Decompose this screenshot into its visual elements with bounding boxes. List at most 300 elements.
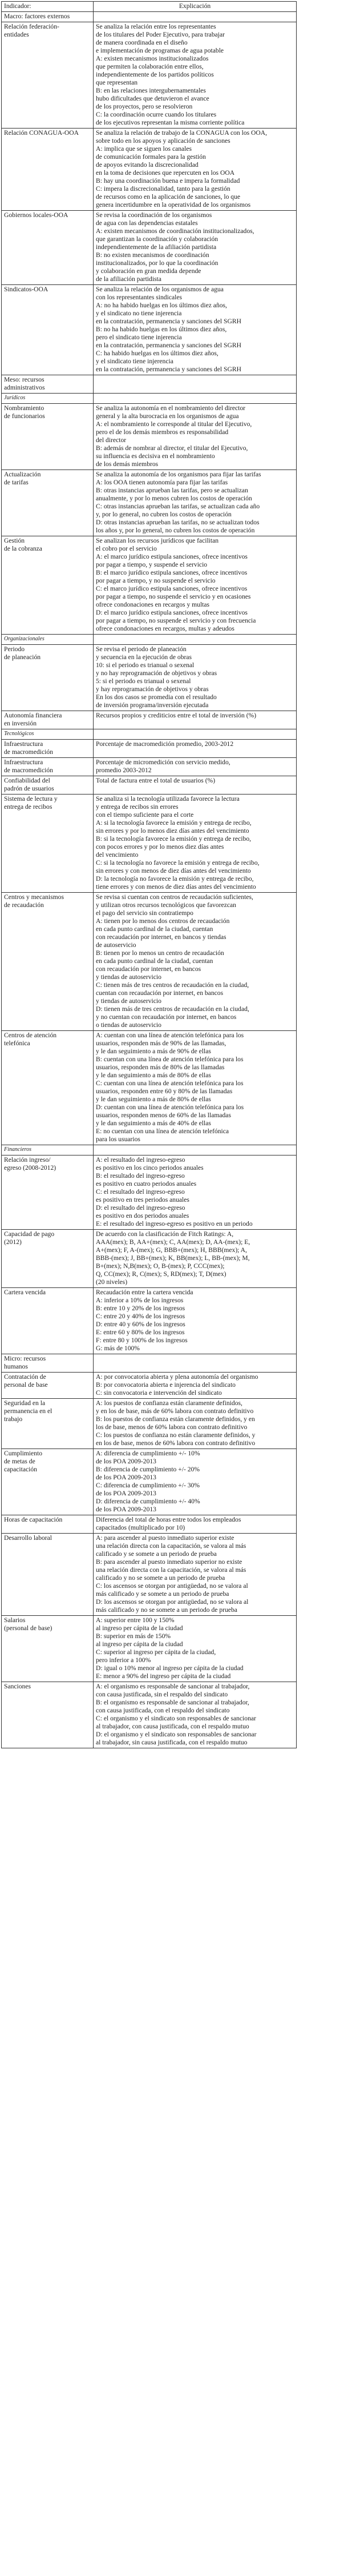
indicator-label-line: de la cobranza <box>4 545 42 552</box>
table-row <box>2 645 297 711</box>
explanation-cell <box>94 776 297 795</box>
explanation-line: y entrega de recibos sin errores <box>96 803 179 810</box>
explanation-line: A: los OOA tienen autonomía para fijar las tarifas <box>96 479 228 486</box>
explanation-line: que permiten la colaboración entre ellos, <box>96 63 204 70</box>
explanation-line: y utilizan otros recursos tecnológicos que favorezcan <box>96 901 236 909</box>
explanation-line: de manera coordinada en el diseño <box>96 39 188 46</box>
explanation-line: Se analiza la relación entre los representantes <box>96 23 216 30</box>
explanation-line: genera incertidumbre en la operatividad de los organismos <box>96 201 251 208</box>
table-row <box>2 1031 297 1145</box>
section-row <box>2 375 297 394</box>
explanation-line: que representan <box>96 79 138 86</box>
explanation-line: D: el resultado del ingreso-egreso <box>96 1204 185 1211</box>
explanation-line: e implementación de programas de agua potable <box>96 47 224 54</box>
explanation-line: y el sindicato no tiene injerencia <box>96 310 182 317</box>
explanation-cell <box>94 1354 297 1373</box>
explanation-line: A: tienen por lo menos dos centros de recaudación <box>96 917 230 925</box>
explanation-line: E: el resultado del ingreso-egreso es positivo en un periodo <box>96 1220 253 1227</box>
indicator-cell <box>2 1373 94 1399</box>
explanation-line: D: otras instancias aprueban las tarifas, no se actualizan todos <box>96 519 260 526</box>
indicator-label-line: telefónica <box>4 1040 30 1047</box>
explanation-line: D: el marco jurídico estipula sanciones, ofrece incentivos <box>96 609 248 616</box>
explanation-line: del director <box>96 436 127 444</box>
table-row <box>2 536 297 635</box>
explanation-line: con causa justificada, con el respaldo del sindicato <box>96 1707 230 1714</box>
explanation-line: independientemente de la afiliación partidista <box>96 243 217 251</box>
explanation-line: (20 niveles) <box>96 1278 128 1286</box>
explanation-line: B: el organismo es responsable de sancionar al trabajador, <box>96 1699 249 1706</box>
indicator-label-line: Centros y mecanismos <box>4 893 64 901</box>
explanation-line: D: cuentan con una línea de atención telefónica para los <box>96 1104 244 1111</box>
explanation-line: C: los ascensos se otorgan por antigüedad, no se valora al <box>96 1582 248 1590</box>
explanation-line: por pagar a tiempo, no suspende el servicio y en ocasiones <box>96 593 251 600</box>
explanation-line: de agua con las dependencias estatales <box>96 219 198 227</box>
indicator-cell <box>2 404 94 470</box>
explanation-line: B: si la tecnología favorece la emisión y entrega de recibo, <box>96 835 252 842</box>
indicator-label-line: humanos <box>4 1363 28 1370</box>
explanation-line: C: el resultado del ingreso-egreso <box>96 1188 185 1195</box>
explanation-line: C: si la tecnología no favorece la emisión y entrega de recibo, <box>96 859 260 866</box>
explanation-line: de inversión programa/inversión ejecutada <box>96 701 209 709</box>
explanation-line: de los ejecutivos representan la misma corriente política <box>96 119 245 126</box>
explanation-line: por pagar a tiempo, no suspende el servicio y con frecuencia <box>96 617 256 624</box>
explanation-line: BBB-(mex); J, BB+(mex); K, BB(mex); L, BB-(mex); M, <box>96 1254 250 1262</box>
explanation-line: A: el resultado del ingreso-egreso <box>96 1156 185 1163</box>
indicator-cell <box>2 1031 94 1145</box>
indicator-cell <box>2 1682 94 1748</box>
indicator-cell <box>2 1449 94 1515</box>
explanation-line: de los POA 2009-2013 <box>96 1490 156 1497</box>
explanation-line: B: el marco jurídico estipula sanciones, ofrece incentivos <box>96 569 248 576</box>
explanation-line: y le dan seguimiento a más de 90% de ellas <box>96 1048 211 1055</box>
explanation-line: Se analiza la autonomía en el nombramiento del director <box>96 404 246 412</box>
explanation-cell <box>94 1288 297 1354</box>
explanation-line: B: por convocatoria abierta e injerencia del sindicato <box>96 1381 236 1389</box>
explanation-line: y tiendas de autoservicio <box>96 973 161 981</box>
explanation-line: de recursos como en la aplicación de sanciones, lo que <box>96 193 241 200</box>
indicator-label-line: Tecnológicos <box>4 731 34 737</box>
explanation-line: AAA(mex); B, AA+(mex); C, AA(mex); D, AA-(mex); E, <box>96 1238 250 1246</box>
explanation-cell <box>94 285 297 375</box>
indicator-label-line: Sistema de lectura y <box>4 795 58 803</box>
indicator-label-line: Financieros <box>4 1146 31 1153</box>
indicator-label-line: Cartera vencida <box>4 1289 46 1296</box>
explanation-line: C: otras instancias aprueban las tarifas, se actualizan cada año <box>96 503 260 510</box>
explanation-line: Se analiza la relación de trabajo de la CONAGUA con los OOA, <box>96 129 268 137</box>
explanation-line: Se analiza la autonomía de los organismos para fijar las tarifas <box>96 471 261 478</box>
explanation-line: que garantizan la coordinación y colaboración <box>96 235 218 243</box>
table-row <box>2 1616 297 1682</box>
table-row <box>2 22 297 129</box>
explanation-line: C: impera la discrecionalidad, tanto para la gestión <box>96 185 230 192</box>
explanation-line: B: entre 10 y 20% de los ingresos <box>96 1305 185 1312</box>
explanation-line: C: superior al ingreso per cápita de la ciudad, <box>96 1648 216 1656</box>
indicator-label-line: Organizacionales <box>4 636 44 642</box>
explanation-line: A: implica que se siguen los canales <box>96 145 192 153</box>
indicator-label-line: Gobiernos locales-OOA <box>4 211 68 219</box>
indicator-label-line: Sindicatos-OOA <box>4 286 48 293</box>
explanation-line: E: no cuentan con una línea de atención telefónica <box>96 1127 229 1135</box>
explanation-line: es positivo en dos periodos anuales <box>96 1212 189 1219</box>
explanation-line: D: la tecnología no favorece la emisión y entrega de recibo, <box>96 875 254 882</box>
explanation-line: C: los puestos de confianza no están claramente definidos, y <box>96 1431 256 1439</box>
explanation-line: anualmente, y por lo menos cubren los costos de operación <box>96 495 252 502</box>
indicator-label-line: Infraestructura <box>4 759 43 766</box>
explanation-line: y le dan seguimiento a más de 80% de ellas <box>96 1072 211 1079</box>
indicator-label-line: Nombramiento <box>4 404 44 412</box>
explanation-line: y secuencia en la ejecución de obras <box>96 653 192 661</box>
indicator-cell <box>2 729 94 740</box>
explanation-line: con el tiempo suficiente para el corte <box>96 811 194 818</box>
explanation-line: B: en las relaciones intergubernamentales <box>96 87 206 94</box>
explanation-line: D: el organismo y el sindicato son responsables de sancionar <box>96 1731 257 1738</box>
explanation-cell <box>94 1031 297 1145</box>
explanation-line: de los proyectos, pero se resolvieron <box>96 103 193 110</box>
table-row <box>2 795 297 893</box>
subsection-row <box>2 394 297 404</box>
table-row <box>2 1449 297 1515</box>
explanation-line: de autoservicio <box>96 941 136 949</box>
explanation-line: D: diferencia de cumplimiento +/- 40% <box>96 1498 200 1505</box>
explanation-line: A: el marco jurídico estipula sanciones, ofrece incentivos <box>96 553 248 560</box>
table-row <box>2 1373 297 1399</box>
explanation-line: y hay reprogramación de objetivos y obras <box>96 685 209 693</box>
explanation-line: A: existen mecanismos de coordinación institucionalizados, <box>96 227 254 235</box>
explanation-line: en los de base, menos de 60% labora con contrato definitivo <box>96 1439 256 1447</box>
explanation-cell <box>94 1534 297 1616</box>
subsection-row <box>2 635 297 645</box>
explanation-line: A: si la tecnología favorece la emisión y entrega de recibo, <box>96 819 252 826</box>
explanation-line: sin errores y con menos de diez días antes del vencimiento <box>96 867 251 874</box>
explanation-line: C: el marco jurídico estipula sanciones, ofrece incentivos <box>96 585 248 592</box>
indicator-label-line: Sanciones <box>4 1683 31 1690</box>
indicator-label-line: de funcionarios <box>4 412 45 420</box>
explanation-line: D: entre 40 y 60% de los ingresos <box>96 1321 185 1328</box>
indicator-label-line: Macro: factores externos <box>4 13 70 20</box>
explanation-line: C: diferencia de cumplimiento +/- 30% <box>96 1482 200 1489</box>
indicator-cell <box>2 740 94 758</box>
indicator-label-line: Relación federación- <box>4 23 59 30</box>
indicator-label-line: Gestión <box>4 537 25 544</box>
explanation-line: D: los ascensos se otorgan por antigüedad, no se valora al <box>96 1598 249 1606</box>
explanation-line: Q, CC(mex); R, C(mex); S, RD(mex); T, D(mex) <box>96 1270 226 1278</box>
explanation-line: con recaudación por internet, en bancos y tiendas <box>96 933 226 941</box>
indicator-label-line: padrón de usuarios <box>4 785 54 792</box>
explanation-cell <box>94 893 297 1031</box>
indicator-cell <box>2 375 94 394</box>
explanation-line: pero inferior a 100% <box>96 1656 151 1664</box>
explanation-line: cuentan con recaudación por internet, en bancos <box>96 989 224 997</box>
indicator-cell <box>2 1155 94 1230</box>
indicator-cell <box>2 1230 94 1288</box>
indicator-cell <box>2 635 94 645</box>
indicator-label-line: Desarrollo laboral <box>4 1534 52 1542</box>
explanation-cell <box>94 375 297 394</box>
explanation-line: calificado y se somete a un periodo de prueba <box>96 1550 217 1558</box>
explanation-line: al ingreso per cápita de la ciudad <box>96 1624 183 1632</box>
explanation-cell <box>94 536 297 635</box>
table-row <box>2 1230 297 1288</box>
explanation-line: en la contratación, permanencia y sanciones del SGRH <box>96 342 241 349</box>
explanation-line: de apoyos evitando la discrecionalidad <box>96 161 199 168</box>
explanation-line: A: existen mecanismos institucionalizados <box>96 55 209 62</box>
indicator-label-line: entrega de recibos <box>4 803 52 810</box>
explanation-line: pero el de los demás miembros es responsabilidad <box>96 428 229 436</box>
indicator-label-line: Periodo <box>4 645 25 653</box>
explanation-line: por pagar a tiempo, y no suspende el servicio <box>96 577 216 584</box>
explanation-line: Se revisa la coordinación de los organismos <box>96 211 212 219</box>
indicator-label-line: Relación CONAGUA-OOA <box>4 129 79 137</box>
indicator-cell <box>2 645 94 711</box>
explanation-cell <box>94 729 297 740</box>
header-explanation: Explicación <box>94 2 297 12</box>
explanation-line: más calificado y no se somete a un periodo de prueba <box>96 1606 237 1614</box>
explanation-line: A: superior entre 100 y 150% <box>96 1616 175 1624</box>
indicator-label-line: Contratación de <box>4 1373 46 1381</box>
table-row <box>2 1399 297 1449</box>
explanation-line: A: el nombramiento le corresponde al titular del Ejecutivo, <box>96 420 252 428</box>
explanation-line: el pago del servicio sin contratiempo <box>96 909 193 917</box>
explanation-line: una relación directa con la capacitación, se valora al más <box>96 1566 246 1574</box>
indicator-cell <box>2 129 94 211</box>
indicator-label-line: capacitación <box>4 1466 37 1473</box>
explanation-line: es positivo en cuatro periodos anuales <box>96 1180 197 1187</box>
explanation-cell <box>94 1230 297 1288</box>
explanation-line: los años y, por lo general, no cubren los costos de operación <box>96 527 255 534</box>
explanation-line: Recaudación entre la cartera vencida <box>96 1289 193 1296</box>
indicator-cell <box>2 22 94 129</box>
indicator-cell <box>2 758 94 776</box>
explanation-cell <box>94 795 297 893</box>
explanation-line: con pocos errores y por lo menos diez días antes <box>96 843 224 850</box>
indicator-cell <box>2 1534 94 1616</box>
table-row <box>2 711 297 729</box>
explanation-line: A: el organismo es responsable de sancionar al trabajador, <box>96 1683 250 1690</box>
explanation-line: C: sin convocatoria e intervención del sindicato <box>96 1389 222 1397</box>
explanation-line: sobre todo en los apoyos y aplicación de sanciones <box>96 137 230 145</box>
explanation-line: B: los puestos de confianza están claramente definidos, y en <box>96 1415 255 1423</box>
explanation-cell <box>94 394 297 404</box>
explanation-line: al trabajador, sin causa justificada, con el respaldo mutuo <box>96 1739 248 1746</box>
explanation-line: usuarios, responden más de 90% de las llamadas, <box>96 1040 226 1047</box>
table-row <box>2 1515 297 1534</box>
indicator-label-line: Cumplimiento <box>4 1450 42 1457</box>
explanation-line: Diferencia del total de horas entre todos los empleados <box>96 1516 241 1523</box>
explanation-line: A+(mex); F, A-(mex); G, BBB+(mex); H, BBB(mex); A, <box>96 1246 247 1254</box>
explanation-cell <box>94 711 297 729</box>
explanation-line: B: diferencia de cumplimiento +/- 20% <box>96 1466 200 1473</box>
explanation-line: una relación directa con la capacitación, se valora al más <box>96 1542 246 1550</box>
explanation-cell <box>94 1155 297 1230</box>
section-row <box>2 1354 297 1373</box>
explanation-line: tiene errores y con menos de diez días antes del vencimiento <box>96 883 256 890</box>
indicator-label-line: Jurídicos <box>4 395 26 401</box>
explanation-line: Se analiza la relación de los organismos de agua <box>96 286 224 293</box>
explanation-line: los de base, menos de 60% labora con contrato definitivo <box>96 1423 248 1431</box>
explanation-line: en cada punto cardinal de la ciudad, cuentan <box>96 957 213 965</box>
indicator-label-line: Confiabilidad del <box>4 777 50 784</box>
indicator-label-line: Centros de atención <box>4 1032 57 1039</box>
explanation-line: B: superior en más de 150% <box>96 1632 171 1640</box>
indicator-cell <box>2 1515 94 1534</box>
explanation-line: al ingreso per cápita de la ciudad <box>96 1640 183 1648</box>
explanation-line: de los POA 2009-2013 <box>96 1506 156 1513</box>
explanation-cell <box>94 740 297 758</box>
explanation-line: al trabajador, con causa justificada, con el respaldo mutuo <box>96 1723 249 1730</box>
explanation-cell <box>94 22 297 129</box>
explanation-line: B: no existen mecanismos de coordinación <box>96 251 209 259</box>
indicator-label-line: de tarifas <box>4 479 29 486</box>
indicator-label-line: Infraestructura <box>4 740 43 748</box>
indicator-label-line: Meso: recursos <box>4 376 44 383</box>
table-row <box>2 129 297 211</box>
explanation-line: Recursos propios y crediticios entre el total de inversión (%) <box>96 712 257 719</box>
explanation-line: y no hay reprogramación de objetivos y obras <box>96 669 217 677</box>
explanation-line: C: tienen más de tres centros de recaudación en la ciudad, <box>96 981 249 989</box>
indicator-cell <box>2 795 94 893</box>
explanation-line: de los POA 2009-2013 <box>96 1474 156 1481</box>
indicator-label-line: de recaudación <box>4 901 44 909</box>
indicator-table <box>1 1 297 1748</box>
explanation-cell <box>94 404 297 470</box>
explanation-line: E: entre 60 y 80% de los ingresos <box>96 1329 185 1336</box>
explanation-line: Se revisa si cuentan con centros de recaudación suficientes, <box>96 893 253 901</box>
explanation-line: Total de factura entre el total de usuarios (%) <box>96 777 216 784</box>
indicator-cell <box>2 1145 94 1155</box>
explanation-line: C: la coordinación ocurre cuando los titulares <box>96 111 217 118</box>
explanation-line: 5: si el periodo es trianual o sexenal <box>96 677 191 685</box>
explanation-line: y colaboración en gran medida depende <box>96 267 201 275</box>
explanation-line: usuarios, responden entre 60 y 80% de las llamadas <box>96 1088 233 1095</box>
explanation-line: o tiendas de autoservicio <box>96 1021 161 1029</box>
explanation-line: y le dan seguimiento a más de 40% de ellas <box>96 1120 211 1127</box>
explanation-line: es positivo en los cinco periodos anuales <box>96 1164 204 1171</box>
explanation-line: 10: si el periodo es trianual o sexenal <box>96 661 195 669</box>
indicator-cell <box>2 470 94 536</box>
explanation-line: B: otras instancias aprueban las tarifas, pero se actualizan <box>96 487 248 494</box>
explanation-line: y en los de base, más de 60% labora con contrato definitivo <box>96 1407 254 1415</box>
indicator-label-line: Micro: recursos <box>4 1355 46 1362</box>
explanation-line: ofrece condonaciones en recargos y multas <box>96 601 210 608</box>
explanation-line: Se analiza si la tecnología utilizada favorece la lectura <box>96 795 240 803</box>
explanation-line: capacitados (multiplicado por 10) <box>96 1524 185 1531</box>
explanation-cell <box>94 129 297 211</box>
explanation-cell <box>94 1145 297 1155</box>
table-row <box>2 470 297 536</box>
explanation-line: A: para ascender al puesto inmediato superior existe <box>96 1534 234 1542</box>
indicator-label-line: en inversión <box>4 720 37 727</box>
explanation-line: G: más de 100% <box>96 1345 140 1352</box>
explanation-line: ofrece condonaciones en recargos, multas y adeudos <box>96 625 234 632</box>
indicator-cell <box>2 1354 94 1373</box>
explanation-line: usuarios, responden más de 80% de las llamadas <box>96 1064 225 1071</box>
indicator-label-line: Salarios <box>4 1616 26 1624</box>
explanation-line: Se analizan los recursos jurídicos que facilitan <box>96 537 219 544</box>
explanation-line: y el sindicato tiene injerencia <box>96 358 173 365</box>
indicator-cell <box>2 776 94 795</box>
explanation-line: A: no ha habido huelgas en los últimos diez años, <box>96 302 227 309</box>
indicator-cell <box>2 536 94 635</box>
explanation-line: calificado y no se somete a un periodo de prueba <box>96 1574 225 1582</box>
indicator-cell <box>2 1399 94 1449</box>
indicator-label-line: personal de base <box>4 1381 48 1389</box>
explanation-line: y le dan seguimiento a más de 80% de ellas <box>96 1096 211 1103</box>
explanation-line: A: cuentan con una línea de atención telefónica para los <box>96 1032 244 1039</box>
table-row <box>2 893 297 1031</box>
explanation-line: D: igual o 10% menor al ingreso per cápita de la ciudad <box>96 1664 244 1672</box>
explanation-cell <box>94 470 297 536</box>
explanation-line: E: menor a 90% del ingreso per cápita de la ciudad <box>96 1672 231 1680</box>
explanation-line: En los dos casos se promedia con el resultado <box>96 693 217 701</box>
explanation-line: con recaudación por internet, en bancos <box>96 965 201 973</box>
indicator-cell <box>2 893 94 1031</box>
table-row <box>2 211 297 285</box>
table-row <box>2 404 297 470</box>
explanation-cell <box>94 1449 297 1515</box>
explanation-line: C: entre 20 y 40% de los ingresos <box>96 1313 185 1320</box>
indicator-label-line: de macromedición <box>4 767 53 774</box>
explanation-line: del vencimiento <box>96 851 139 858</box>
explanation-line: en la contratación, permanencia y sanciones del SGRH <box>96 318 241 325</box>
indicator-label-line: trabajo <box>4 1415 23 1423</box>
indicator-label-line: de metas de <box>4 1458 35 1465</box>
explanation-line: de comunicación formales para la gestión <box>96 153 206 161</box>
explanation-line: es positivo en tres periodos anuales <box>96 1196 189 1203</box>
explanation-line: para los usuarios <box>96 1135 140 1143</box>
explanation-cell <box>94 1515 297 1534</box>
explanation-line: A: por convocatoria abierta y plena autonomía del organismo <box>96 1373 258 1381</box>
explanation-line: A: los puestos de confianza están claramente definidos, <box>96 1399 242 1407</box>
explanation-line: usuarios, responden menos de 60% de las llamadas <box>96 1112 231 1119</box>
indicator-cell <box>2 711 94 729</box>
explanation-line: B: cuentan con una línea de atención telefónica para los <box>96 1056 244 1063</box>
explanation-line: su influencia es decisiva en el nombramiento <box>96 452 215 460</box>
explanation-cell <box>94 758 297 776</box>
indicator-cell <box>2 211 94 285</box>
explanation-line: C: cuentan con una línea de atención telefónica para los <box>96 1080 244 1087</box>
indicator-label-line: Relación ingreso/ <box>4 1156 51 1163</box>
explanation-cell <box>94 635 297 645</box>
explanation-line: C: ha habido huelgas en los últimos diez años, <box>96 350 218 357</box>
indicator-label-line: Capacidad de pago <box>4 1230 55 1238</box>
explanation-line: institucionalizados, por lo que la coordinación <box>96 259 218 267</box>
explanation-line: de los titulares del Poder Ejecutivo, para trabajar <box>96 31 225 38</box>
explanation-cell <box>94 1682 297 1748</box>
explanation-line: B: hay una coordinación buena e impera la formalidad <box>96 177 240 184</box>
explanation-cell <box>94 12 297 22</box>
indicator-label-line: (2012) <box>4 1238 22 1246</box>
table-row <box>2 1682 297 1748</box>
explanation-line: el cobro por el servicio <box>96 545 157 552</box>
section-row <box>2 12 297 22</box>
indicator-label-line: Seguridad en la <box>4 1399 46 1407</box>
indicator-label-line: (personal de base) <box>4 1624 52 1632</box>
header-indicator: Indicador: <box>2 2 94 12</box>
explanation-line: independientemente de los partidos políticos <box>96 71 214 78</box>
explanation-line: Porcentaje de micromedición con servicio medido, <box>96 759 230 766</box>
indicator-label-line: Autonomía financiera <box>4 712 62 719</box>
indicator-label-line: Actualización <box>4 471 41 478</box>
explanation-line: Se revisa el periodo de planeación <box>96 645 187 653</box>
table-header-row <box>2 2 297 12</box>
explanation-line: en la toma de decisiones que repercuten en los OOA <box>96 169 235 176</box>
explanation-line: F: entre 80 y 100% de los ingresos <box>96 1337 188 1344</box>
table-row <box>2 1534 297 1616</box>
explanation-line: en la contratación, permanencia y sanciones del SGRH <box>96 366 241 373</box>
explanation-line: y, por lo general, no cubren los costos de operación <box>96 511 232 518</box>
explanation-line: general y la alta burocracia en los organismos de agua <box>96 412 239 420</box>
explanation-line: en cada punto cardinal de la ciudad, cuentan <box>96 925 213 933</box>
